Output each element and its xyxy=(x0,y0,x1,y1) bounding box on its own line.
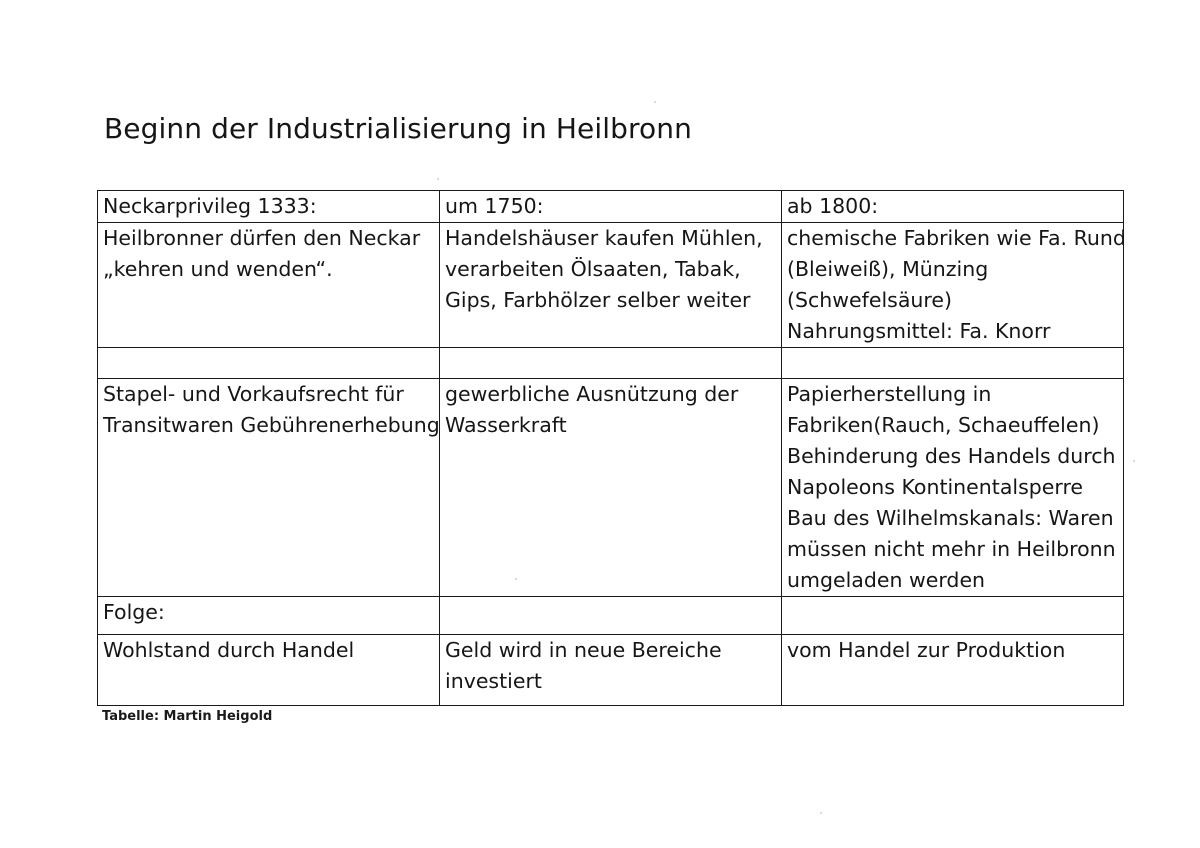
cell-line: Handelshäuser kaufen Mühlen, xyxy=(445,226,763,250)
scan-speck xyxy=(654,101,656,103)
cell-line: Heilbronner dürfen den Neckar xyxy=(103,226,421,250)
cell-line: gewerbliche Ausnützung der xyxy=(445,382,739,406)
header-cell-1750: um 1750: xyxy=(440,191,782,223)
cell-line: investiert xyxy=(445,669,542,693)
cell-line: Bau des Wilhelmskanals: Waren xyxy=(787,506,1114,530)
folge-row xyxy=(98,597,1124,635)
cell-line: Wasserkraft xyxy=(445,413,567,437)
cell-line: „kehren und wenden“. xyxy=(103,257,333,281)
cell-line: vom Handel zur Produktion xyxy=(787,638,1066,662)
scan-speck xyxy=(820,812,822,814)
cell-line: müssen nicht mehr in Heilbronn xyxy=(787,537,1116,561)
consequence-row xyxy=(98,635,1124,706)
table-cell xyxy=(98,635,440,706)
cell-line: Behinderung des Handels durch xyxy=(787,444,1116,468)
table-cell xyxy=(98,379,440,597)
cell-line: chemische Fabriken wie Fa. Rund xyxy=(787,226,1126,250)
cell-line: umgeladen werden xyxy=(787,568,986,592)
cell-line: verarbeiten Ölsaaten, Tabak, xyxy=(445,257,741,281)
scan-speck xyxy=(437,178,439,180)
empty-cell xyxy=(440,348,782,379)
cell-line: Nahrungsmittel: Fa. Knorr xyxy=(787,319,1051,343)
cell-line: Geld wird in neue Bereiche xyxy=(445,638,722,662)
cell-line: Wohlstand durch Handel xyxy=(103,638,355,662)
table-spacer-row xyxy=(98,348,1124,379)
header-cell-1333: Neckarprivileg 1333: xyxy=(98,191,440,223)
cell-line: Napoleons Kontinentalsperre xyxy=(787,475,1084,499)
cell-line: Folge: xyxy=(103,600,165,624)
table-cell xyxy=(440,635,782,706)
table-row xyxy=(98,223,1124,348)
cell-line: Transitwaren Gebührenerhebung xyxy=(103,413,440,437)
scan-speck xyxy=(1133,460,1135,462)
table-cell xyxy=(782,635,1124,706)
page-title: Beginn der Industrialisierung in Heilbronn xyxy=(104,112,692,145)
empty-cell xyxy=(782,597,1124,635)
table-caption: Tabelle: Martin Heigold xyxy=(102,709,273,724)
table-cell xyxy=(782,223,1124,348)
cell-line: Fabriken(Rauch, Schaeuffelen) xyxy=(787,413,1100,437)
table-cell xyxy=(98,223,440,348)
scan-speck xyxy=(515,578,517,580)
cell-line: (Schwefelsäure) xyxy=(787,288,953,312)
table-cell xyxy=(440,379,782,597)
cell-line: Stapel- und Vorkaufsrecht für xyxy=(103,382,404,406)
cell-line: Papierherstellung in xyxy=(787,382,992,406)
header-cell-1800: ab 1800: xyxy=(782,191,1124,223)
table-row xyxy=(98,379,1124,597)
cell-line: Gips, Farbhölzer selber weiter xyxy=(445,288,751,312)
empty-cell xyxy=(440,597,782,635)
table-cell xyxy=(440,223,782,348)
table-cell xyxy=(782,379,1124,597)
empty-cell xyxy=(98,348,440,379)
empty-cell xyxy=(782,348,1124,379)
table-header-row xyxy=(98,191,1124,223)
cell-line: (Bleiweiß), Münzing xyxy=(787,257,989,281)
folge-label xyxy=(98,597,440,635)
history-table xyxy=(97,190,1124,706)
